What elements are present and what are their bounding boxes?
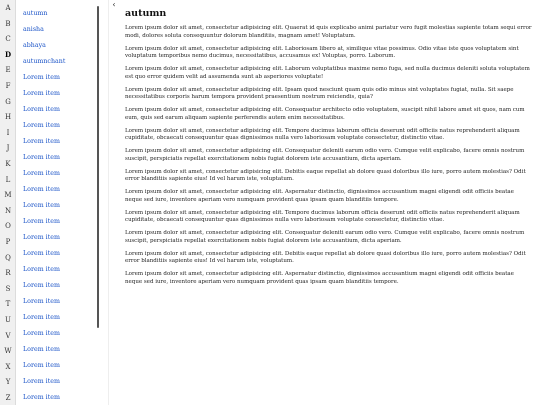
detail-paragraph: Lorem ipsum dolor sit amet, consectetur adipisicing elit. Tempore ducimus laborum officia deserunt odit officiis natus reprehenderit aliquam cupiditate, obcaecati consequuntur quas dignissimos nulla vero laboriosam voluptate consectetur, distinctio vitae. bbox=[125, 127, 520, 141]
index-letter-n[interactable]: N bbox=[4, 206, 12, 215]
list-item[interactable]: Lorem item bbox=[23, 346, 60, 353]
index-letter-p[interactable]: P bbox=[5, 238, 11, 246]
index-letter-h[interactable]: H bbox=[4, 113, 12, 122]
detail-paragraph: Lorem ipsum dolor sit amet, consectetur adipisicing elit. Consequatur architecto odio voluptatem, suscipit nihil labore amet sit quos, nam cum eum, quis sed earum aliquam sapiente perferendis autem enim necessitatibus. bbox=[125, 107, 525, 121]
list-item[interactable]: Lorem item bbox=[23, 314, 60, 321]
detail-paragraph: Lorem ipsum dolor sit amet, consectetur adipisicing elit. Debitis eaque repellat ab dolore quasi doloribus illo iure, porro autem molestias? Odit error blanditiis sapiente eius! Id vel harum iste, voluptatum. bbox=[125, 168, 526, 182]
pane-divider bbox=[108, 0, 109, 405]
detail-paragraph: Lorem ipsum dolor sit amet, consectetur adipisicing elit. Consequatur deleniti earum odio vero. Cumque velit explicabo, facere omnis nostrum suscipit, perspiciatis repellat exercitationem nobis fugiat dolorem iste accusantium, dicta aperiam. bbox=[125, 148, 525, 162]
index-letter-r[interactable]: R bbox=[5, 269, 11, 278]
list-item[interactable]: anisha bbox=[23, 26, 44, 33]
index-letter-t[interactable]: T bbox=[5, 300, 11, 309]
detail-paragraph: Lorem ipsum dolor sit amet, consectetur adipisicing elit. Laboriosam libero at, similique vitae possimus. Odio vitae iste quos voluptatem sint voluptatum temporibus nemo ducimus, necessitatibus, accusamus ex! Voluptas, porro. Laborum. bbox=[125, 45, 519, 59]
list-item[interactable]: Lorem item bbox=[23, 234, 60, 241]
list-item[interactable]: autumnchant bbox=[23, 58, 66, 65]
index-letter-i[interactable]: I bbox=[6, 128, 10, 137]
detail-pane bbox=[125, 7, 532, 405]
index-letter-d[interactable]: D bbox=[4, 49, 12, 59]
index-letter-j[interactable]: J bbox=[6, 144, 10, 153]
detail-paragraph: Lorem ipsum dolor sit amet, consectetur adipisicing elit. Aspernatur distinctio, dignissimos accusantium magni eligendi odit officiis beatae neque sed iure, inventore aperiam vero numquam provident quas ipsam quam blanditiis tempore. bbox=[125, 271, 514, 285]
detail-paragraph: Lorem ipsum dolor sit amet, consectetur adipisicing elit. Quaerat id quis explicabo animi pariatur vero fugit molestias sapiente totam sequi error modi, dolores soluta consequuntur dolorum blanditiis, magnam amet! Voluptatum. bbox=[125, 25, 532, 39]
detail-paragraph: Lorem ipsum dolor sit amet, consectetur adipisicing elit. Ipsam quod nesciunt quam quis odio minus sint voluptates fugiat, nulla. Sit saepe necessitatibus corporis harum tempora provident praesentium nostrum reiciendis, quia? bbox=[125, 86, 514, 100]
index-letter-q[interactable]: Q bbox=[5, 253, 11, 262]
index-letter-v[interactable]: V bbox=[5, 331, 11, 340]
index-letter-e[interactable]: E bbox=[5, 66, 11, 75]
list-scrollbar[interactable] bbox=[97, 6, 99, 328]
list-item[interactable]: Lorem item bbox=[23, 218, 60, 225]
index-letter-o[interactable]: O bbox=[5, 222, 11, 231]
list-item[interactable]: Lorem item bbox=[23, 122, 60, 129]
detail-paragraph: Lorem ipsum dolor sit amet, consectetur adipisicing elit. Debitis eaque repellat ab dolore quasi doloribus illo iure, porro autem molestias? Odit error blanditiis sapiente eius! Id vel harum iste, voluptatum. bbox=[125, 250, 526, 264]
list-item[interactable]: Lorem item bbox=[23, 186, 60, 193]
index-letter-y[interactable]: Y bbox=[5, 378, 11, 387]
list-item[interactable]: Lorem item bbox=[23, 74, 60, 81]
chevron-left-icon[interactable]: ‹ bbox=[112, 0, 116, 9]
list-item[interactable]: abhaya bbox=[23, 42, 46, 49]
index-letter-l[interactable]: L bbox=[5, 175, 11, 184]
detail-body bbox=[125, 25, 532, 286]
list-item[interactable]: Lorem item bbox=[23, 154, 60, 161]
item-list[interactable] bbox=[17, 0, 99, 405]
list-item[interactable]: Lorem item bbox=[23, 106, 60, 113]
index-letter-z[interactable]: Z bbox=[5, 394, 11, 402]
detail-paragraph: Lorem ipsum dolor sit amet, consectetur adipisicing elit. Aspernatur distinctio, dignissimos accusantium magni eligendi odit officiis beatae neque sed iure, inventore aperiam vero numquam provident quas ipsam quam blanditiis tempore. bbox=[125, 189, 514, 203]
detail-title: autumn bbox=[125, 8, 167, 19]
index-letter-g[interactable]: G bbox=[5, 97, 11, 106]
index-letter-c[interactable]: C bbox=[5, 35, 11, 44]
index-letter-b[interactable]: B bbox=[5, 19, 11, 28]
list-item[interactable]: Lorem item bbox=[23, 266, 60, 273]
index-letter-s[interactable]: S bbox=[5, 284, 11, 293]
list-item[interactable]: Lorem item bbox=[23, 202, 60, 209]
list-item[interactable]: Lorem item bbox=[23, 138, 60, 145]
list-item[interactable]: Lorem item bbox=[23, 250, 60, 257]
index-letter-w[interactable]: W bbox=[4, 347, 12, 356]
list-item[interactable]: Lorem item bbox=[23, 298, 60, 305]
list-item[interactable]: Lorem item bbox=[23, 90, 60, 97]
index-letter-u[interactable]: U bbox=[5, 316, 11, 324]
list-item[interactable]: Lorem item bbox=[23, 362, 60, 369]
list-item[interactable]: autumn bbox=[23, 10, 48, 17]
detail-paragraph: Lorem ipsum dolor sit amet, consectetur adipisicing elit. Laborum voluptatibus maxime nemo fuga, sed nulla ducimus deleniti soluta voluptatem est quo error quidem velit ad assumenda sunt ab asperiores voluptate! bbox=[125, 66, 530, 80]
list-item[interactable]: Lorem item bbox=[23, 330, 60, 337]
index-letter-m[interactable]: M bbox=[4, 191, 12, 200]
list-item[interactable]: Lorem item bbox=[23, 170, 60, 177]
list-item[interactable]: Lorem item bbox=[23, 394, 60, 401]
list-item[interactable]: Lorem item bbox=[23, 378, 60, 385]
index-letter-x[interactable]: X bbox=[5, 362, 11, 371]
detail-paragraph: Lorem ipsum dolor sit amet, consectetur adipisicing elit. Tempore ducimus laborum officia deserunt odit officiis natus reprehenderit aliquam cupiditate, obcaecati consequuntur quas dignissimos nulla vero laboriosam voluptate consectetur, distinctio vitae. bbox=[125, 209, 520, 223]
alphabet-index bbox=[0, 0, 16, 405]
list-item[interactable]: Lorem item bbox=[23, 282, 60, 289]
index-letter-a[interactable]: A bbox=[5, 4, 11, 12]
index-letter-k[interactable]: K bbox=[5, 160, 11, 168]
detail-paragraph: Lorem ipsum dolor sit amet, consectetur adipisicing elit. Consequatur deleniti earum odio vero. Cumque velit explicabo, facere omnis nostrum suscipit, perspiciatis repellat exercitationem nobis fugiat dolorem iste accusantium, dicta aperiam. bbox=[125, 230, 525, 244]
index-letter-f[interactable]: F bbox=[5, 82, 11, 90]
